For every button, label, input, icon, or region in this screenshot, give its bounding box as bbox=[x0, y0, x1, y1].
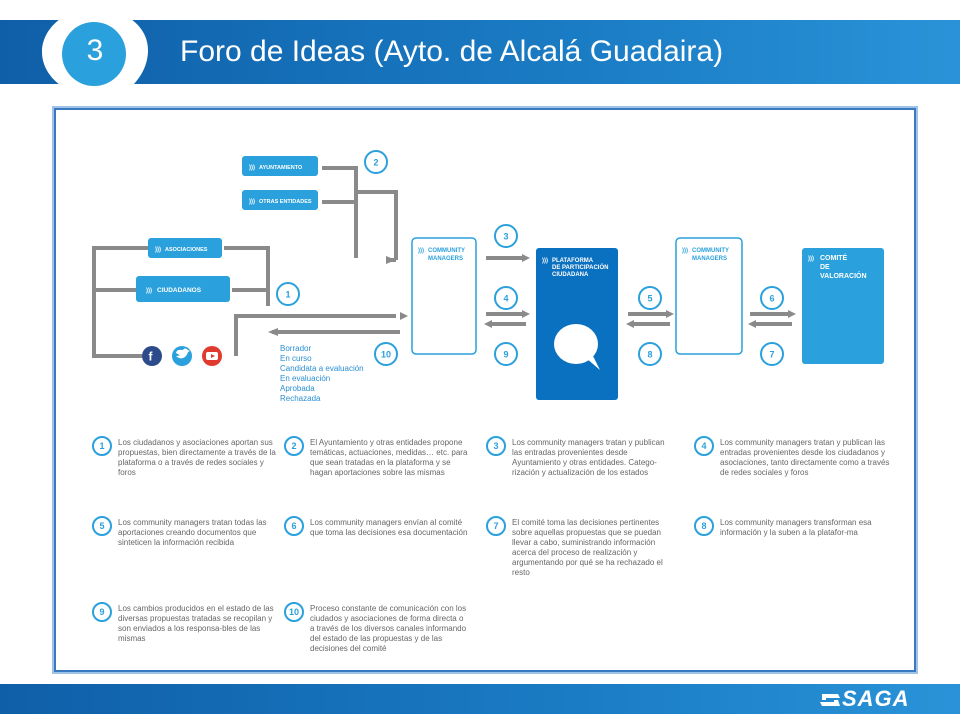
twitter-icon bbox=[172, 346, 192, 366]
step-circle-8 bbox=[639, 343, 661, 365]
svg-text:))): ))) bbox=[542, 258, 548, 264]
otras-entidades-label: OTRAS ENTIDADES bbox=[259, 199, 312, 205]
footer-bar bbox=[0, 684, 960, 714]
cm2-line1: COMMUNITY bbox=[692, 248, 729, 254]
svg-text:))): ))) bbox=[682, 248, 688, 254]
ayuntamiento-label: AYUNTAMIENTO bbox=[259, 165, 303, 171]
desc-text-1: Los ciudadanos y asociaciones aportan sus propuestas, bien directamente a través de la plataforma o a través de redes sociales y foros bbox=[118, 438, 276, 477]
desc-num-7: 7 bbox=[486, 516, 506, 536]
desc-num-2: 2 bbox=[284, 436, 304, 456]
step-badge bbox=[36, 4, 154, 102]
status-aprobada: Aprobada bbox=[280, 384, 315, 393]
facebook-icon bbox=[142, 346, 162, 366]
step-circle-6 bbox=[761, 287, 783, 309]
comite-line1: COMITÉ bbox=[820, 255, 848, 262]
desc-num-8: 8 bbox=[694, 516, 714, 536]
desc-text-10: Proceso constante de comunicación con los ciudados y asociaciones de forma directa o a través de los diversos canales informando del estado de las propuestas y de las decisiones del comité bbox=[310, 604, 467, 653]
desc-text-9: Los cambios producidos en el estado de las diversas propuestas tratadas se recopilan y son enviados a los responsa-bles de las mismas bbox=[118, 604, 274, 643]
comite-line3: VALORACIÓN bbox=[820, 273, 867, 280]
plataforma-line2: DE PARTICIPACIÓN bbox=[552, 265, 609, 271]
svg-text:1: 1 bbox=[285, 289, 291, 300]
plataforma-line1: PLATAFORMA bbox=[552, 258, 594, 264]
svg-text:2: 2 bbox=[373, 157, 379, 168]
flow-arrows bbox=[486, 258, 792, 324]
box-ayuntamiento bbox=[242, 156, 318, 176]
status-borrador: Borrador bbox=[280, 344, 312, 353]
cm2-line2: MANAGERS bbox=[692, 256, 728, 262]
diagram-panel bbox=[54, 108, 916, 672]
svg-text:))): ))) bbox=[808, 256, 814, 262]
desc-text-3: Los community managers tratan y publican las entradas provenientes desde Ayuntamiento y otras entidades. Catego-rización y actualización de los estados bbox=[512, 438, 665, 477]
desc-num-1: 1 bbox=[92, 436, 112, 456]
comite-line2: DE bbox=[820, 264, 830, 271]
svg-text:))): ))) bbox=[249, 165, 255, 171]
step-circle-10 bbox=[375, 343, 397, 365]
svg-text:4: 4 bbox=[503, 293, 509, 304]
cm1-line1: COMMUNITY bbox=[428, 248, 465, 254]
cm1-line2: MANAGERS bbox=[428, 256, 464, 262]
svg-text:7: 7 bbox=[769, 349, 775, 360]
svg-text:9: 9 bbox=[503, 349, 509, 360]
svg-text:))): ))) bbox=[418, 248, 424, 254]
box-comite bbox=[802, 248, 884, 364]
desc-text-4: Los community managers tratan y publican las entradas provenientes desde los ciudadanos y asociaciones, tanto directamente como a través de redes sociales y foros bbox=[720, 438, 890, 477]
desc-num-9: 9 bbox=[92, 602, 112, 622]
status-list bbox=[280, 344, 364, 404]
page-title: Foro de Ideas (Ayto. de Alcalá Guadaira) bbox=[180, 35, 724, 68]
desc-text-5: Los community managers tratan todas las aportaciones creando documentos que sinteticen la información recibida bbox=[118, 518, 267, 547]
desc-text-2: El Ayuntamiento y otras entidades propone temáticas, actuaciones, medidas… etc. para que sean tratadas en la plataforma y se hagan aportaciones sobre las mismas bbox=[310, 438, 468, 477]
desc-num-4: 4 bbox=[694, 436, 714, 456]
desc-num-10: 10 bbox=[284, 602, 304, 622]
asociaciones-label: ASOCIACIONES bbox=[165, 247, 208, 253]
svg-text:5: 5 bbox=[647, 293, 653, 304]
saga-logo-icon bbox=[820, 690, 842, 708]
desc-num-5: 5 bbox=[92, 516, 112, 536]
process-diagram bbox=[56, 110, 914, 670]
box-plataforma bbox=[536, 248, 618, 400]
step-circle-9 bbox=[495, 343, 517, 365]
ciudadanos-label: CIUDADANOS bbox=[157, 287, 202, 294]
svg-text:8: 8 bbox=[647, 349, 653, 360]
desc-text-7: El comité toma las decisiones pertinentes sobre aquellas propuestas que se puedan llevar a cabo, suministrando información acerca del proceso de realización y argumentando por qué se ha rechazado el resto bbox=[512, 518, 663, 577]
step-circle-4 bbox=[495, 287, 517, 309]
box-asociaciones bbox=[148, 238, 222, 258]
plataforma-line3: CIUDADANA bbox=[552, 272, 589, 278]
saga-logo-text: SAGA bbox=[842, 686, 910, 711]
saga-logo bbox=[820, 686, 910, 712]
desc-num-3: 3 bbox=[486, 436, 506, 456]
step-circle-2 bbox=[365, 151, 387, 173]
box-ciudadanos bbox=[136, 276, 230, 302]
svg-text:6: 6 bbox=[769, 293, 775, 304]
desc-text-8: Los community managers transforman esa información y la suben a la platafor-ma bbox=[720, 518, 872, 537]
step-circle-3 bbox=[495, 225, 517, 247]
box-community-managers-1 bbox=[412, 238, 476, 354]
box-community-managers-2 bbox=[676, 238, 742, 354]
step-circle-1 bbox=[277, 283, 299, 305]
youtube-icon bbox=[202, 346, 222, 366]
status-en-curso: En curso bbox=[280, 354, 312, 363]
desc-num-6: 6 bbox=[284, 516, 304, 536]
svg-text:f: f bbox=[148, 349, 153, 364]
svg-text:10: 10 bbox=[380, 349, 392, 360]
status-en-evaluacion: En evaluación bbox=[280, 374, 331, 383]
step-circle-5 bbox=[639, 287, 661, 309]
box-otras-entidades bbox=[242, 190, 318, 210]
svg-text:3: 3 bbox=[503, 231, 509, 242]
svg-text:))): ))) bbox=[155, 247, 161, 253]
status-candidata: Candidata a evaluación bbox=[280, 364, 364, 373]
svg-text:))): ))) bbox=[249, 199, 255, 205]
step-circle-7 bbox=[761, 343, 783, 365]
status-rechazada: Rechazada bbox=[280, 394, 321, 403]
flow-arrow-heads bbox=[484, 254, 796, 328]
svg-text:))): ))) bbox=[146, 288, 152, 294]
desc-text-6: Los community managers envían al comité que toma las decisiones esa documentación bbox=[310, 518, 468, 537]
step-number: 3 bbox=[86, 34, 104, 67]
